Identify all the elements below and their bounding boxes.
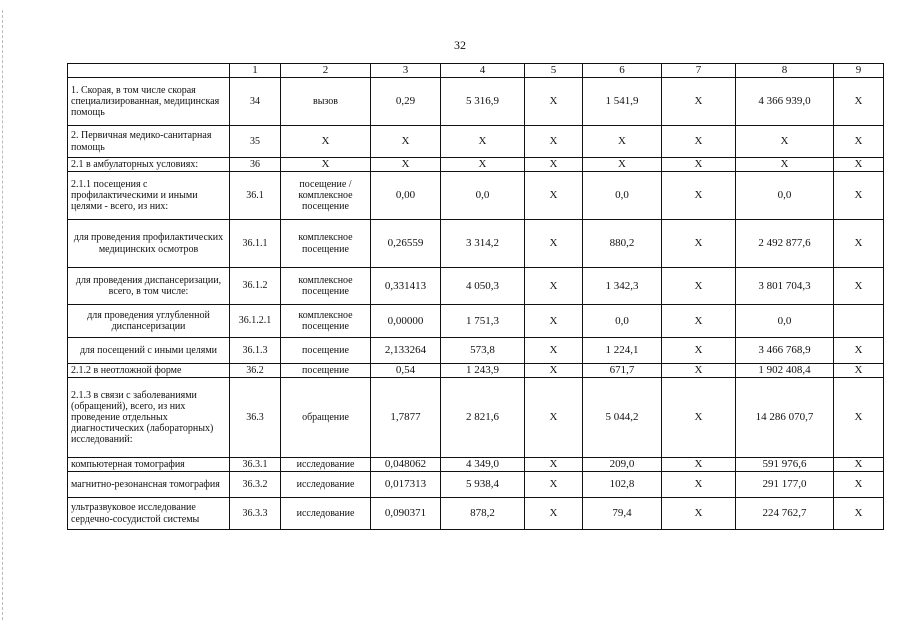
cell: 0,0 xyxy=(441,172,525,220)
cell: 1 902 408,4 xyxy=(736,364,834,378)
cell: 880,2 xyxy=(583,220,662,268)
table-row xyxy=(68,305,884,338)
table-row xyxy=(68,472,884,498)
table-row xyxy=(68,364,884,378)
cell: 209,0 xyxy=(583,458,662,472)
cell: обращение xyxy=(281,378,371,458)
cell: 36.1.2 xyxy=(230,268,281,305)
cell: 1 751,3 xyxy=(441,305,525,338)
cell: Х xyxy=(371,126,441,158)
table-row xyxy=(68,498,884,530)
cell: 0,26559 xyxy=(371,220,441,268)
row-name: 2.1.1 посещения с профилактическими и иными целями - всего, из них: xyxy=(68,172,230,220)
cell: 1 243,9 xyxy=(441,364,525,378)
cell: Х xyxy=(583,126,662,158)
row-name: ультразвуковое исследование сердечно-сосудистой системы xyxy=(68,498,230,530)
cell: Х xyxy=(525,220,583,268)
column-header: 7 xyxy=(662,64,736,78)
cell: 0,29 xyxy=(371,78,441,126)
cell: Х xyxy=(525,126,583,158)
cell: Х xyxy=(525,78,583,126)
cell xyxy=(834,305,884,338)
cell: 224 762,7 xyxy=(736,498,834,530)
cell: 3 466 768,9 xyxy=(736,338,834,364)
column-header: 3 xyxy=(371,64,441,78)
cell: 36.3.3 xyxy=(230,498,281,530)
cell: 0,090371 xyxy=(371,498,441,530)
cell: 36.2 xyxy=(230,364,281,378)
cell: 36.1.3 xyxy=(230,338,281,364)
cell: Х xyxy=(662,305,736,338)
cell: 0,0 xyxy=(736,172,834,220)
column-header: 4 xyxy=(441,64,525,78)
table-row xyxy=(68,268,884,305)
table-row xyxy=(68,78,884,126)
cell: комплексное посещение xyxy=(281,220,371,268)
cell: посещение / комплексное посещение xyxy=(281,172,371,220)
cell: 36.3 xyxy=(230,378,281,458)
cell: 36 xyxy=(230,158,281,172)
cell: Х xyxy=(662,458,736,472)
cell: Х xyxy=(662,498,736,530)
cell: Х xyxy=(525,498,583,530)
cell: комплексное посещение xyxy=(281,305,371,338)
tariff-table xyxy=(67,63,884,530)
cell: Х xyxy=(662,268,736,305)
cell: 5 316,9 xyxy=(441,78,525,126)
cell: 34 xyxy=(230,78,281,126)
cell: 0,048062 xyxy=(371,458,441,472)
cell: 3 314,2 xyxy=(441,220,525,268)
cell: Х xyxy=(525,268,583,305)
cell: исследование xyxy=(281,472,371,498)
cell: Х xyxy=(662,78,736,126)
cell: 4 349,0 xyxy=(441,458,525,472)
cell: Х xyxy=(281,126,371,158)
cell: вызов xyxy=(281,78,371,126)
cell: 0,0 xyxy=(583,172,662,220)
cell: 35 xyxy=(230,126,281,158)
cell: исследование xyxy=(281,458,371,472)
cell: 0,017313 xyxy=(371,472,441,498)
cell: Х xyxy=(525,458,583,472)
cell: Х xyxy=(662,158,736,172)
cell: Х xyxy=(281,158,371,172)
row-name: 2.1 в амбулаторных условиях: xyxy=(68,158,230,172)
table-row xyxy=(68,158,884,172)
cell: Х xyxy=(441,158,525,172)
cell: Х xyxy=(371,158,441,172)
cell: 36.1.2.1 xyxy=(230,305,281,338)
cell: 1 342,3 xyxy=(583,268,662,305)
column-header: 1 xyxy=(230,64,281,78)
cell: Х xyxy=(662,364,736,378)
row-name: компьютерная томография xyxy=(68,458,230,472)
cell: 4 050,3 xyxy=(441,268,525,305)
cell: Х xyxy=(525,305,583,338)
cell: Х xyxy=(834,126,884,158)
column-header: 8 xyxy=(736,64,834,78)
cell: 2 821,6 xyxy=(441,378,525,458)
cell: Х xyxy=(662,220,736,268)
row-name: 1. Скорая, в том числе скорая специализированная, медицинская помощь xyxy=(68,78,230,126)
cell: Х xyxy=(834,268,884,305)
cell: 5 044,2 xyxy=(583,378,662,458)
column-header: 9 xyxy=(834,64,884,78)
cell: Х xyxy=(525,378,583,458)
column-header: 5 xyxy=(525,64,583,78)
column-number-row xyxy=(68,64,884,78)
cell: Х xyxy=(834,458,884,472)
cell: Х xyxy=(662,126,736,158)
cell: Х xyxy=(525,338,583,364)
cell: Х xyxy=(834,172,884,220)
cell: 3 801 704,3 xyxy=(736,268,834,305)
cell: Х xyxy=(662,172,736,220)
row-name: 2.1.3 в связи с заболеваниями (обращений), всего, из них проведение отдельных диагностических (лабораторных) исследований: xyxy=(68,378,230,458)
cell: 0,54 xyxy=(371,364,441,378)
cell: 878,2 xyxy=(441,498,525,530)
cell: Х xyxy=(441,126,525,158)
row-name: для проведения углубленной диспансеризации xyxy=(68,305,230,338)
cell: 36.3.2 xyxy=(230,472,281,498)
cell: Х xyxy=(834,78,884,126)
cell: 0,00 xyxy=(371,172,441,220)
table-row xyxy=(68,126,884,158)
cell: Х xyxy=(525,172,583,220)
cell: 2,133264 xyxy=(371,338,441,364)
cell: 0,00000 xyxy=(371,305,441,338)
cell: Х xyxy=(834,378,884,458)
cell: Х xyxy=(525,364,583,378)
cell: Х xyxy=(834,220,884,268)
row-name: для проведения диспансеризации, всего, в том числе: xyxy=(68,268,230,305)
scan-edge-line xyxy=(2,10,4,620)
cell: Х xyxy=(834,472,884,498)
cell: 2 492 877,6 xyxy=(736,220,834,268)
cell: 102,8 xyxy=(583,472,662,498)
table-row xyxy=(68,220,884,268)
cell: 0,0 xyxy=(583,305,662,338)
cell: 671,7 xyxy=(583,364,662,378)
cell: 291 177,0 xyxy=(736,472,834,498)
cell: Х xyxy=(834,338,884,364)
row-name: 2.1.2 в неотложной форме xyxy=(68,364,230,378)
cell: 591 976,6 xyxy=(736,458,834,472)
table-row xyxy=(68,378,884,458)
cell: 36.1 xyxy=(230,172,281,220)
cell: 79,4 xyxy=(583,498,662,530)
cell: 1 224,1 xyxy=(583,338,662,364)
cell: посещение xyxy=(281,364,371,378)
cell: Х xyxy=(834,498,884,530)
cell: посещение xyxy=(281,338,371,364)
cell: комплексное посещение xyxy=(281,268,371,305)
column-header: 6 xyxy=(583,64,662,78)
cell: 1,7877 xyxy=(371,378,441,458)
cell: Х xyxy=(662,472,736,498)
row-name: для проведения профилактических медицинских осмотров xyxy=(68,220,230,268)
cell: Х xyxy=(736,126,834,158)
cell: 14 286 070,7 xyxy=(736,378,834,458)
cell: 4 366 939,0 xyxy=(736,78,834,126)
table-row xyxy=(68,338,884,364)
row-name: 2. Первичная медико-санитарная помощь xyxy=(68,126,230,158)
cell: 36.1.1 xyxy=(230,220,281,268)
cell: 5 938,4 xyxy=(441,472,525,498)
cell: Х xyxy=(525,472,583,498)
cell: Х xyxy=(736,158,834,172)
cell: 0,0 xyxy=(736,305,834,338)
column-header: 2 xyxy=(281,64,371,78)
cell: 36.3.1 xyxy=(230,458,281,472)
cell: Х xyxy=(834,364,884,378)
cell: исследование xyxy=(281,498,371,530)
cell: Х xyxy=(583,158,662,172)
cell: 1 541,9 xyxy=(583,78,662,126)
cell: Х xyxy=(834,158,884,172)
cell: Х xyxy=(662,378,736,458)
cell: Х xyxy=(525,158,583,172)
column-header xyxy=(68,64,230,78)
cell: 0,331413 xyxy=(371,268,441,305)
cell: 573,8 xyxy=(441,338,525,364)
table-row xyxy=(68,172,884,220)
table-row xyxy=(68,458,884,472)
cell: Х xyxy=(662,338,736,364)
page-number: 32 xyxy=(454,38,466,52)
row-name: для посещений с иными целями xyxy=(68,338,230,364)
row-name: магнитно-резонансная томография xyxy=(68,472,230,498)
